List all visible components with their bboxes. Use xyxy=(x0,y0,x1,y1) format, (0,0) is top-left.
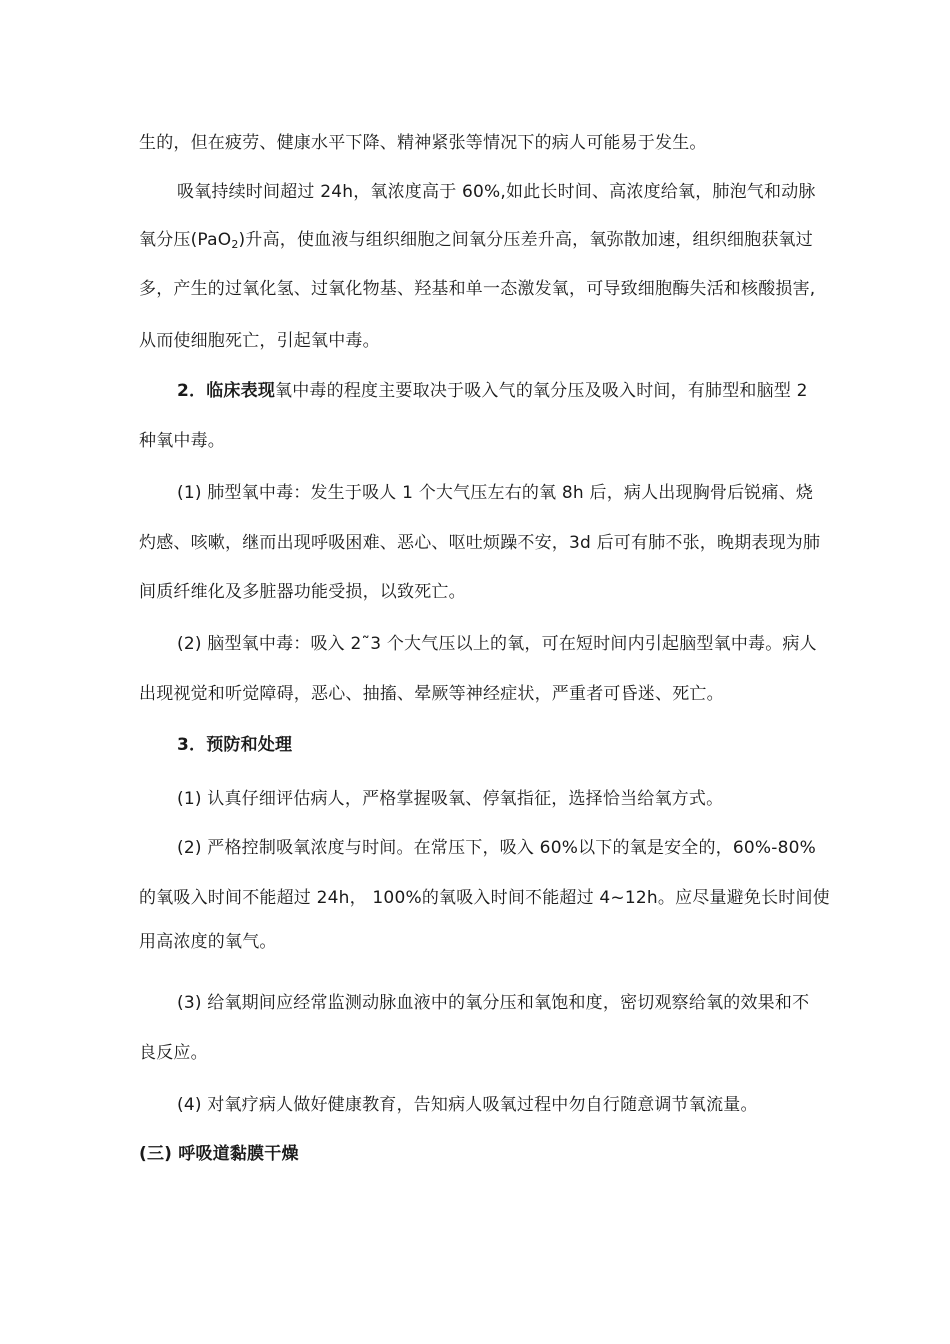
paragraph-line xyxy=(177,379,819,403)
paragraph-line: (4) 对氧疗病人做好健康教育，告知病人吸氧过程中勿自行随意调节氧流量。 xyxy=(177,1095,758,1115)
paragraph-line: 从而使细胞死亡，引起氧中毒。 xyxy=(139,331,380,351)
paragraph-line: 良反应。 xyxy=(139,1043,208,1063)
paragraph-line: 生的，但在疲劳、健康水平下降、精神紧张等情况下的病人可能易于发生。 xyxy=(139,133,707,153)
paragraph-line: 吸氧持续时间超过 24h，氧浓度高于 60%,如此长时间、高浓度给氧，肺泡气和动脉 xyxy=(177,182,816,202)
subscript: 2 xyxy=(231,238,239,251)
paragraph-line: 灼感、咳嗽，继而出现呼吸困难、恶心、呕吐烦躁不安，3d 后可有肺不张，晚期表现为肺 xyxy=(139,533,821,553)
section-heading: 2．临床表现 xyxy=(177,381,276,401)
section-heading: (三) 呼吸道黏膜干燥 xyxy=(139,1144,299,1164)
section-heading: 3．预防和处理 xyxy=(177,735,293,755)
paragraph-line: 出现视觉和听觉障碍，恶心、抽搐、晕厥等神经症状，严重者可昏迷、死亡。 xyxy=(139,684,724,704)
paragraph-line: (1) 认真仔细评估病人，严格掌握吸氧、停氧指征，选择恰当给氧方式。 xyxy=(177,789,724,809)
paragraph-line: (2) 脑型氧中毒：吸入 2˜3 个大气压以上的氧，可在短时间内引起脑型氧中毒。病人 xyxy=(177,634,817,654)
text-fragment: )升高，使血液与组织细胞之间氧分压差升高，氧弥散加速，组织细胞获氧过 xyxy=(238,230,813,250)
text-fragment: 氧中毒的程度主要取决于吸入气的氧分压及吸入时间，有肺型和脑型 2 xyxy=(275,381,808,401)
paragraph-line: 种氧中毒。 xyxy=(139,431,225,451)
paragraph-line: (1) 肺型氧中毒：发生于吸人 1 个大气压左右的氧 8h 后，病人出现胸骨后锐痛、烧 xyxy=(177,483,814,503)
paragraph-line: 的氧吸入时间不能超过 24h， 100%的氧吸入时间不能超过 4~12h。应尽量避免长时间使 xyxy=(139,888,830,908)
paragraph-line: (2) 严格控制吸氧浓度与时间。在常压下，吸入 60%以下的氧是安全的，60%-80% xyxy=(177,838,816,858)
paragraph-line: 多，产生的过氧化氢、过氧化物基、羟基和单一态激发氧，可导致细胞酶失活和核酸损害, xyxy=(139,279,816,299)
paragraph-line: (3) 给氧期间应经常监测动脉血液中的氧分压和氧饱和度，密切观察给氧的效果和不 xyxy=(177,993,810,1013)
text-fragment: 氧分压(PaO xyxy=(139,230,232,250)
paragraph-line xyxy=(139,228,819,257)
paragraph-line: 用高浓度的氧气。 xyxy=(139,932,277,952)
paragraph-line: 间质纤维化及多脏器功能受损，以致死亡。 xyxy=(139,582,466,602)
